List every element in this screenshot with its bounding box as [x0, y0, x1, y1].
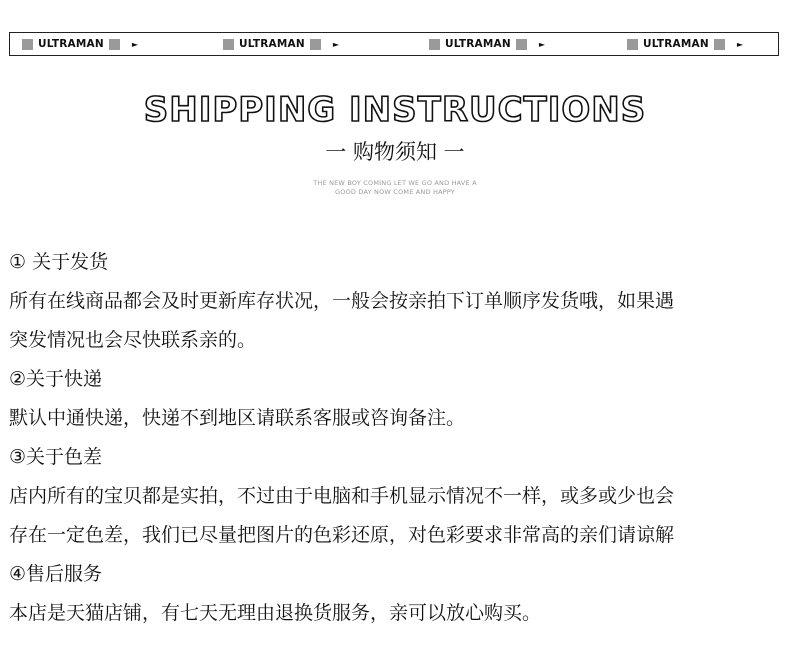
section-heading: ②关于快递: [9, 368, 103, 390]
brand-label: ULTRAMAN: [38, 38, 104, 50]
brand-label: ULTRAMAN: [239, 38, 305, 50]
section-heading: ④售后服务: [9, 563, 103, 585]
paragraph-line: 默认中通快递，快递不到地区请联系客服或咨询备注。: [9, 407, 466, 429]
square-icon: [516, 39, 527, 50]
page-subtitle: 一 购物须知 一: [325, 140, 465, 164]
paragraph-line: 存在一定色差，我们已尽量把图片的色彩还原，对色彩要求非常高的亲们请谅解: [9, 524, 675, 546]
brand-item: [22, 33, 138, 55]
arrow-icon: ►: [131, 39, 139, 49]
square-icon: [109, 39, 120, 50]
square-icon: [310, 39, 321, 50]
square-icon: [22, 39, 33, 50]
brand-label: ULTRAMAN: [445, 38, 511, 50]
brand-item: [223, 33, 339, 55]
arrow-icon: ►: [538, 39, 546, 49]
brand-banner: [9, 32, 779, 56]
paragraph-line: 突发情况也会尽快联系亲的。: [9, 329, 257, 351]
paragraph-line: 本店是天猫店铺，有七天无理由退换货服务，亲可以放心购买。: [9, 602, 542, 624]
paragraph-line: 店内所有的宝贝都是实拍，不过由于电脑和手机显示情况不一样，或多或少也会: [9, 485, 675, 507]
section-heading: ③关于色差: [9, 446, 103, 468]
paragraph-line: 所有在线商品都会及时更新库存状况，一般会按亲拍下订单顺序发货哦，如果遇: [9, 290, 675, 312]
arrow-icon: ►: [332, 39, 340, 49]
tagline-line: THE NEW BOY COMING LET WE GO AND HAVE A: [313, 179, 477, 187]
square-icon: [627, 39, 638, 50]
brand-item: [429, 33, 545, 55]
square-icon: [714, 39, 725, 50]
brand-label: ULTRAMAN: [643, 38, 709, 50]
page-title: SHIPPING INSTRUCTIONS: [143, 90, 647, 130]
arrow-icon: ►: [736, 39, 744, 49]
tagline: [0, 179, 790, 197]
tagline-line: GOOD DAY NOW COME AND HAPPY: [335, 188, 455, 196]
square-icon: [429, 39, 440, 50]
instructions-body: [9, 243, 784, 633]
square-icon: [223, 39, 234, 50]
brand-item: [627, 33, 743, 55]
section-heading: ① 关于发货: [9, 251, 109, 273]
